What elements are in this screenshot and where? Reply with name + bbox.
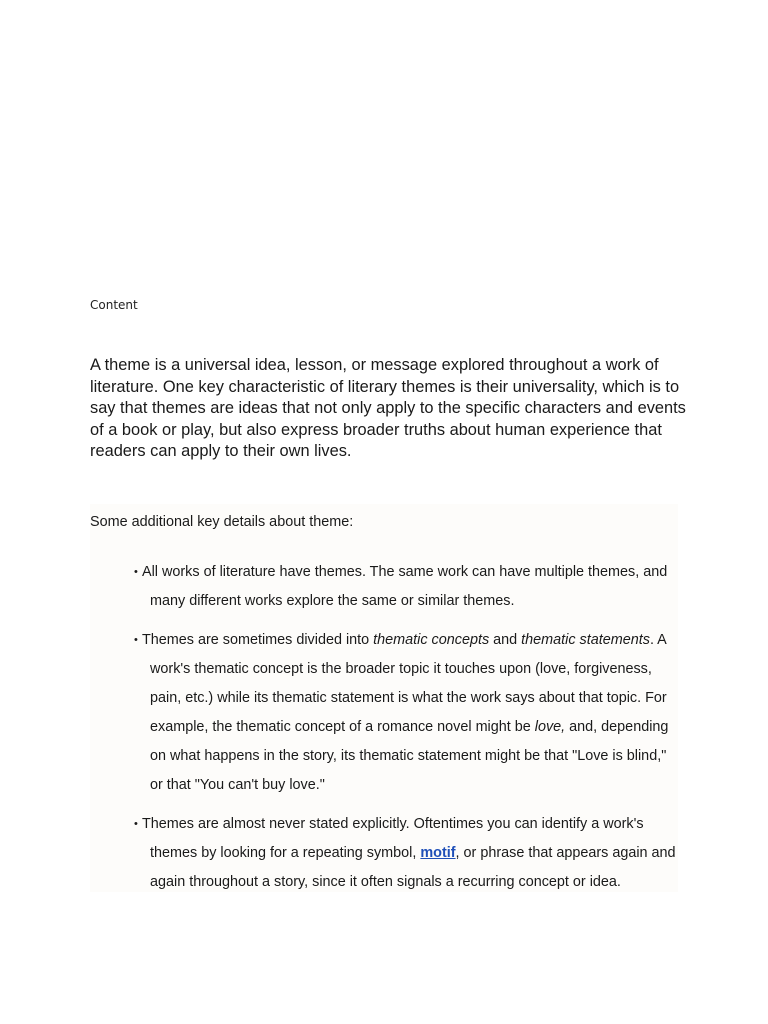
key-details-section [90,504,678,892]
emphasis-love: love, [534,719,566,735]
item-text: and, depending on what happens in the story, its thematic statement might be that "Love is blind," or that "You can't buy love." [150,719,669,793]
motif-link[interactable]: motif [420,845,456,861]
key-details-list [128,558,678,907]
item-text: All works of literature have themes. The same work can have multiple themes, and many different works explore the same or similar themes. [142,564,668,609]
emphasis-thematic-concepts: thematic concepts [373,632,490,648]
list-item [128,558,678,616]
section-label: Content [90,298,138,312]
intro-paragraph: A theme is a universal idea, lesson, or message explored throughout a work of literature. One key characteristic of literary themes is their universality, which is to say that themes are ideas that not only apply to the specific characters and events of a book or play, but also express broader truths about human experience that readers can apply to their own lives. [90,356,686,460]
list-item [128,810,678,897]
item-text: , or phrase that appears again and again throughout a story, since it often signals a recurring concept or idea. [150,845,676,890]
item-text: . A work's thematic concept is the broader topic it touches upon (love, forgiveness, pain, etc.) while its thematic statement is what the work says about that topic. For example, the thematic concept of a romance novel might be [150,632,667,735]
bullet-icon: • [134,634,138,646]
item-text: Themes are sometimes divided into [142,632,374,648]
item-text: and [489,632,522,648]
key-details-heading: Some additional key details about theme: [90,514,354,530]
item-text: Themes are almost never stated explicitly. Oftentimes you can identify a work's themes by looking for a repeating symbol, [142,816,644,861]
bullet-icon: • [134,818,138,830]
emphasis-thematic-statements: thematic statements [521,632,650,648]
list-item [128,626,678,800]
bullet-icon: • [134,566,138,578]
